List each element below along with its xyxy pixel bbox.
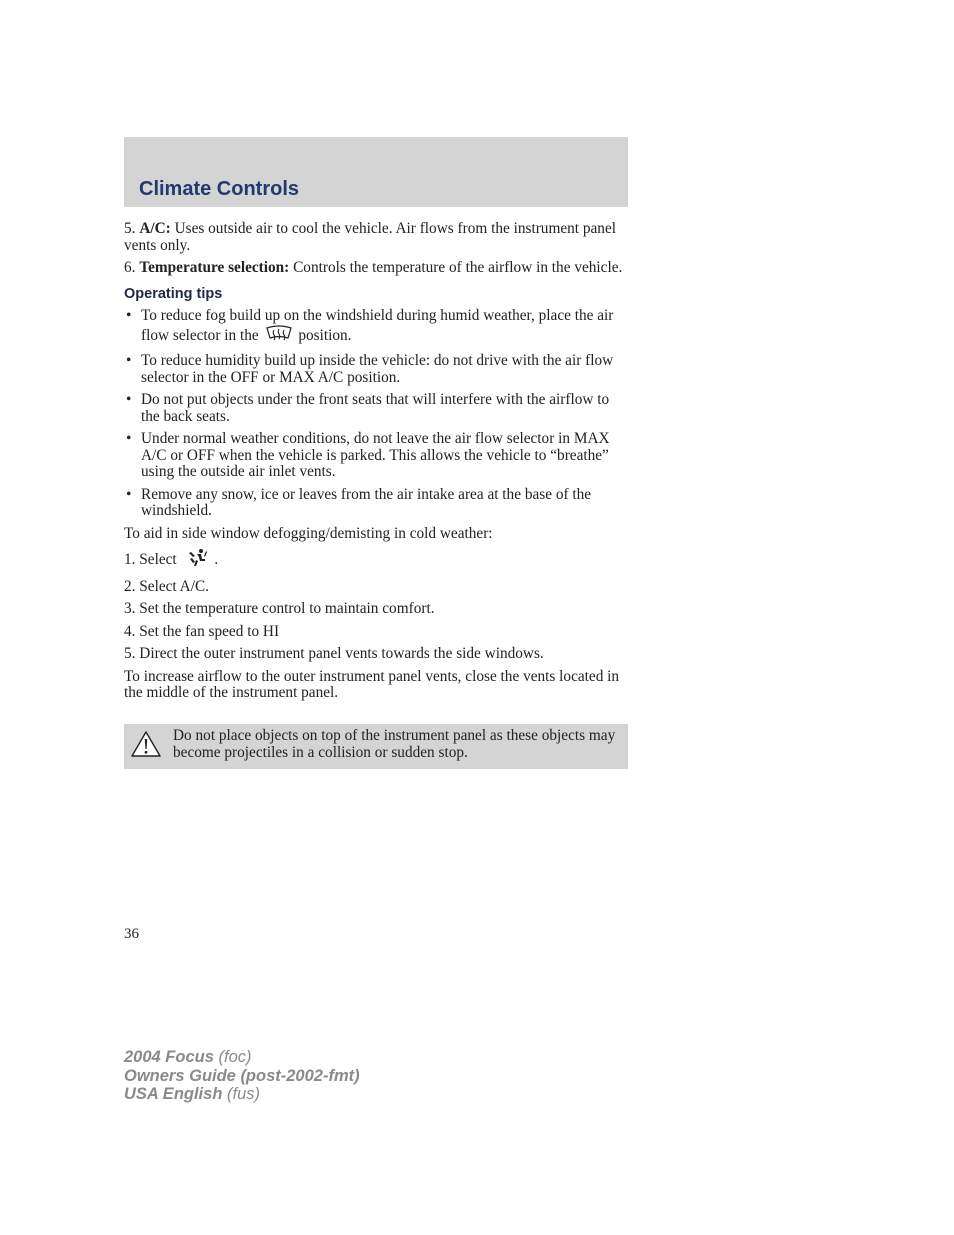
footer-model-code: (foc) [218,1048,252,1066]
section-title: Climate Controls [139,178,300,200]
tip-text: To reduce fog build up on the windshield during humid weather, place the air flow selector in the [141,307,614,344]
footer-language-code: (fus) [227,1085,260,1103]
tip-item [124,431,628,481]
tip-item [124,308,628,347]
warning-text: Do not place objects on top of the instrument panel as these objects may become projectiles in a collision or sudden stop. [173,727,616,761]
defog-step-5: 5. Direct the outer instrument panel vents towards the side windows. [124,645,544,662]
bullet: • [126,430,132,447]
defog-step-1 [124,548,628,573]
footer-line-2 [124,1067,360,1086]
document-footer [124,1048,360,1104]
warning-triangle-icon [130,730,162,762]
operating-tips-list [124,308,628,520]
item-ac-text: Uses outside air to cool the vehicle. Air flows from the instrument panel vents only. [124,220,616,254]
bullet: • [126,352,132,369]
warning-box [124,724,628,769]
operating-tips-heading: Operating tips [124,285,223,302]
item-ac-number: 5. [124,220,136,237]
tip-text-continued: position. [298,326,352,344]
step-text: 1. Select [124,550,177,568]
floor-defrost-icon [181,548,211,573]
main-content [124,221,628,708]
section-header-band [124,137,628,207]
defog-step-4: 4. Set the fan speed to HI [124,622,280,640]
item-ac [124,221,628,254]
tip-item [124,392,628,425]
tip-item [124,487,628,520]
tip-text: Do not put objects under the front seats that will interfere with the airflow to the back seats. [141,391,610,425]
footer-line-3 [124,1085,360,1104]
bullet: • [126,307,132,324]
footer-line-1 [124,1048,360,1067]
airflow-note: To increase airflow to the outer instrument panel vents, close the vents located in the middle of the instrument panel. [124,667,620,701]
footer-model: 2004 Focus [124,1048,214,1066]
item-temp-term: Temperature selection: [139,259,290,276]
page-number: 36 [124,926,139,942]
tip-text: To reduce humidity build up inside the vehicle: do not drive with the air flow selector in the OFF or MAX A/C position. [141,352,614,386]
bullet: • [126,391,132,408]
item-temp-text: Controls the temperature of the airflow in the vehicle. [293,259,623,276]
footer-guide: Owners Guide (post-2002-fmt) [124,1066,360,1085]
defog-step-2: 2. Select A/C. [124,577,209,595]
tip-text: Remove any snow, ice or leaves from the air intake area at the base of the windshield. [141,485,592,519]
item-ac-term: A/C: [139,220,171,237]
step-text-continued: . [214,550,219,568]
defog-step-3: 3. Set the temperature control to maintain comfort. [124,600,435,617]
defrost-icon [263,325,295,348]
tip-item [124,353,628,386]
footer-language: USA English [124,1085,223,1103]
tip-text: Under normal weather conditions, do not leave the air flow selector in MAX A/C or OFF when the vehicle is parked. This allows the vehicle to “breathe” using the outside air inlet vents. [141,430,610,480]
defog-intro: To aid in side window defogging/demisting in cold weather: [124,524,493,542]
item-temperature [124,260,628,277]
bullet: • [126,485,132,503]
item-temp-number: 6. [124,259,136,276]
